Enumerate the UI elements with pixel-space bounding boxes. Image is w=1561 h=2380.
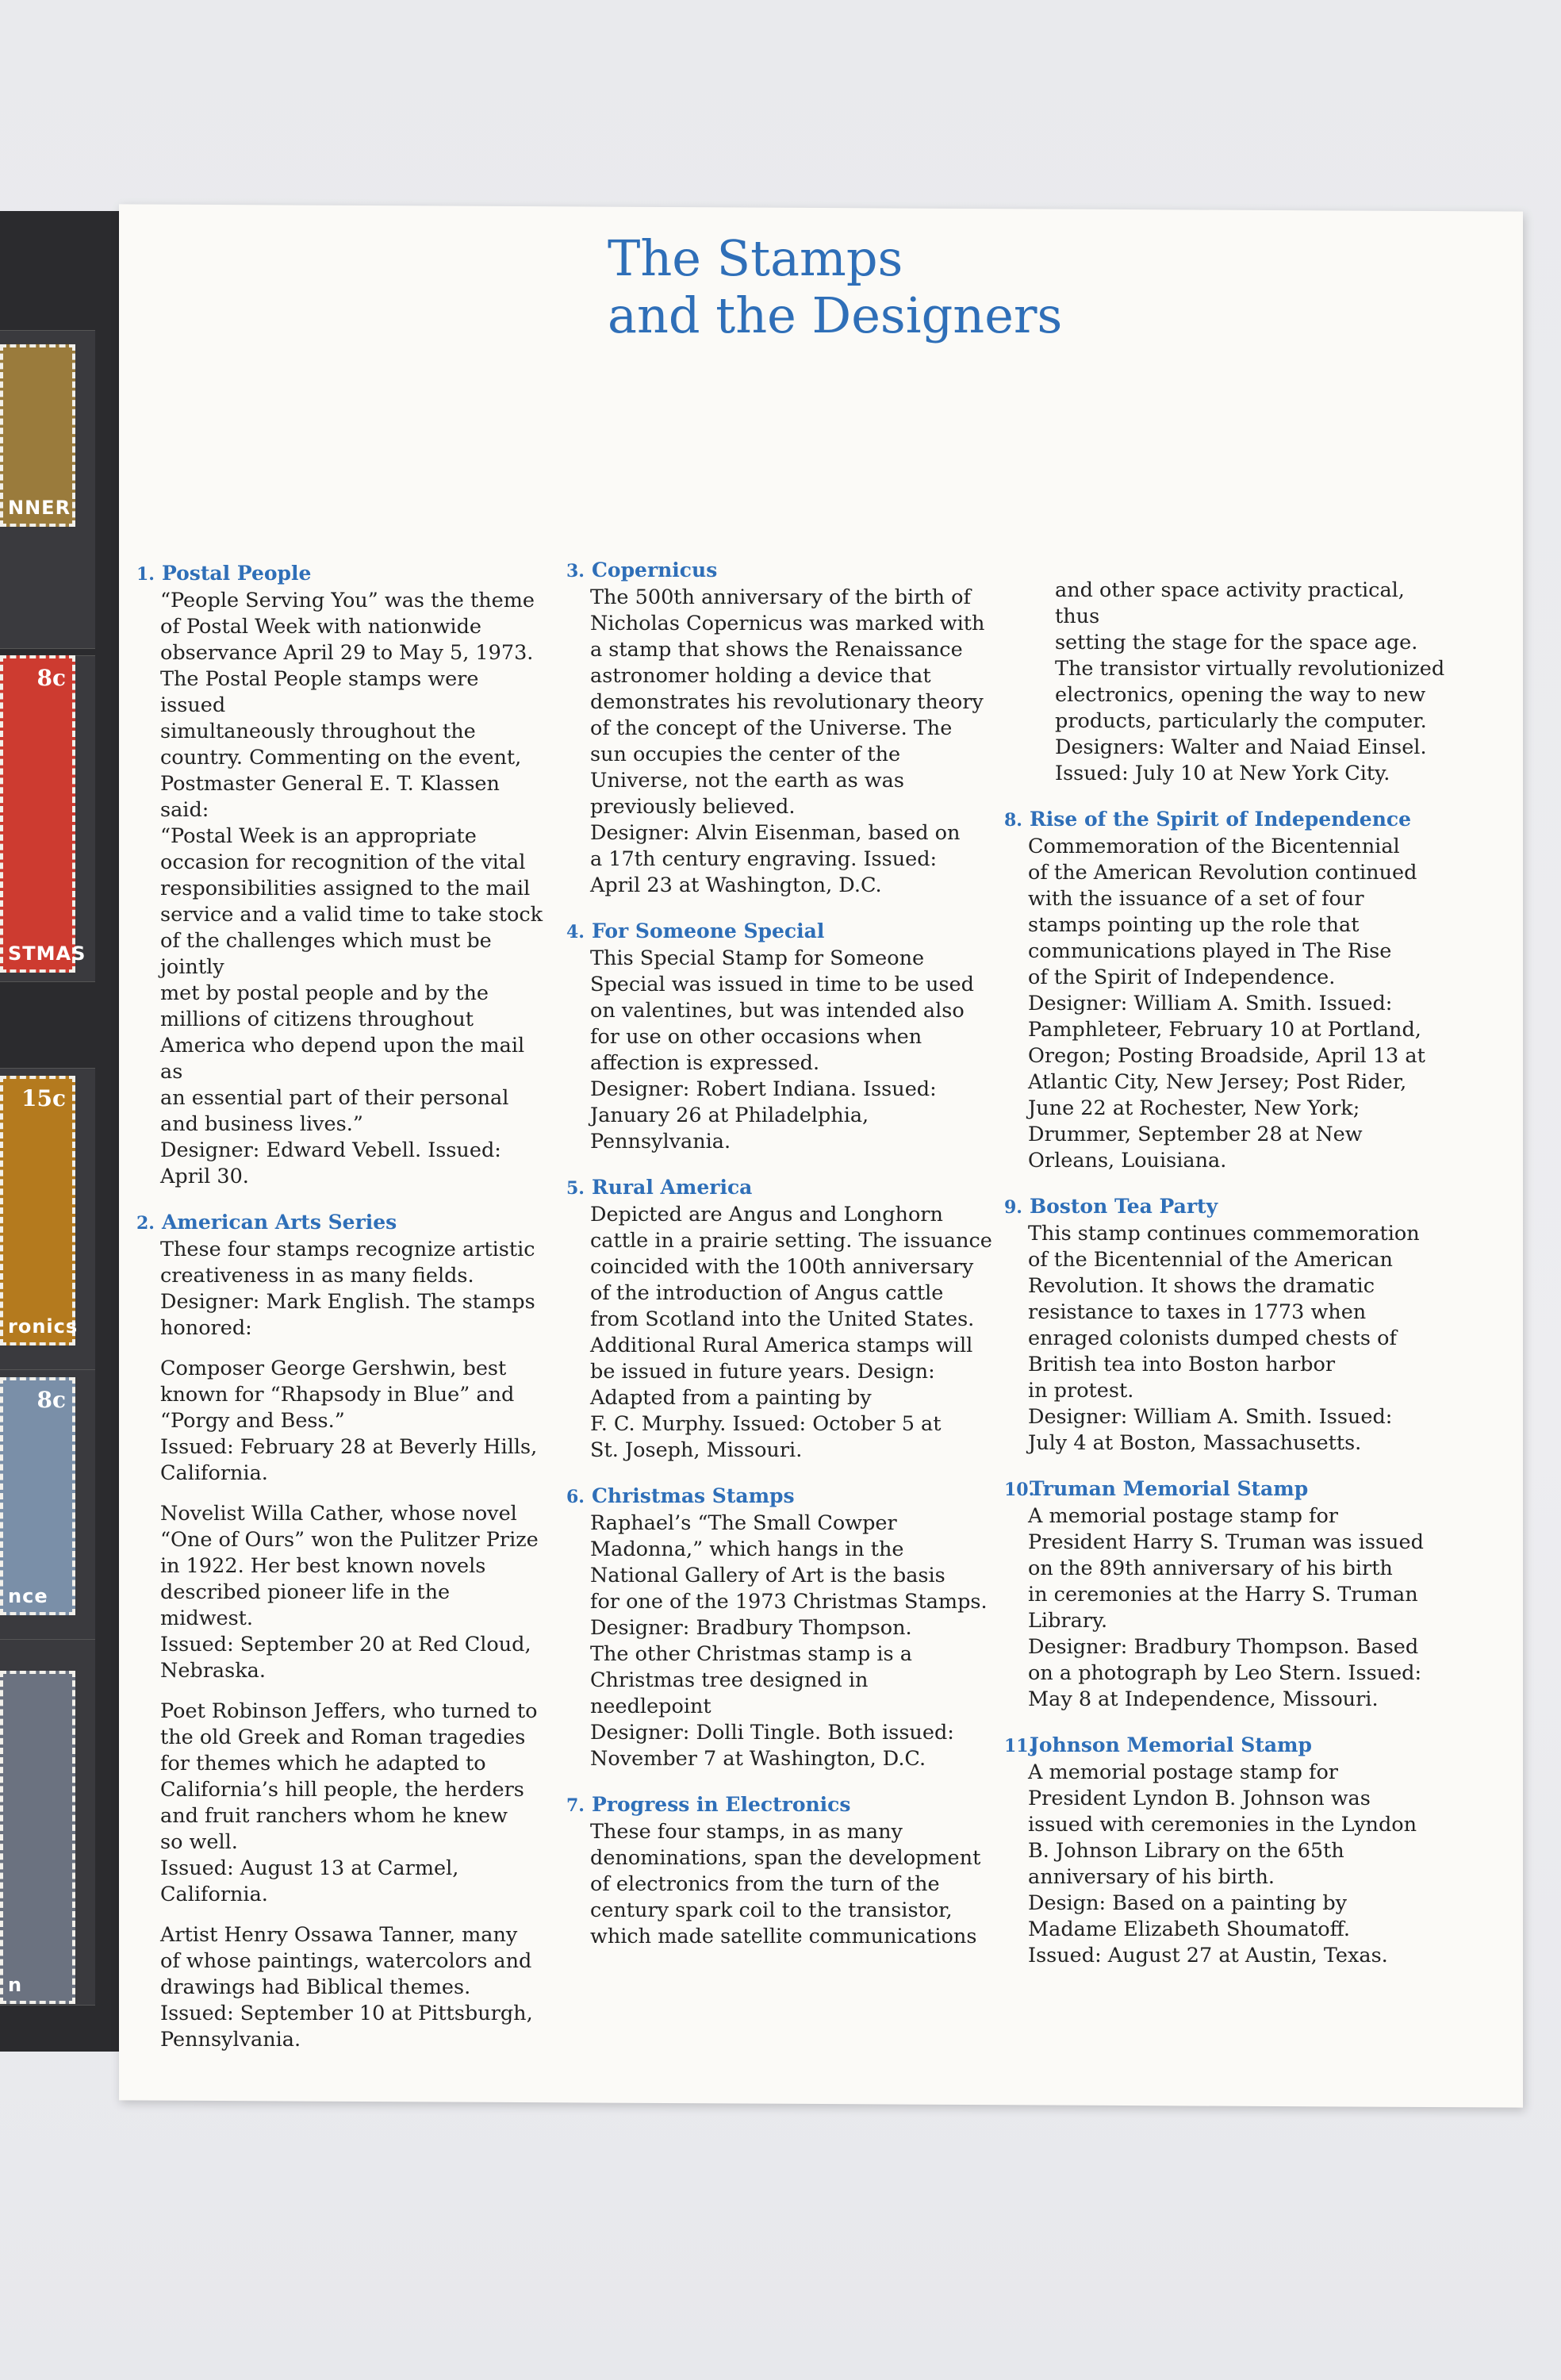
stamp-section — [566, 1174, 995, 1464]
stamp — [0, 1377, 75, 1615]
stamp-section — [566, 1483, 995, 1772]
section-number: 3. — [566, 561, 585, 582]
section-paragraph: This stamp continues commemoration of the Bicentennial of the American Revolution. It shows the dramatic resistance to taxes in 1773 when enraged colonists dumped chests of British tea into Boston harbor in protest. Designer: William A. Smith. Issued: July 4 at Boston, Massachusetts. — [1028, 1222, 1420, 1455]
title-line-2: and the Designers — [608, 286, 1063, 344]
section-paragraph: Depicted are Angus and Longhorn cattle in a prairie setting. The issuance coincided with the 100th anniversary of the introduction of Angus cattle from Scotland into the United States. Additional Rural America stamps will be issued in future years. Design: Adapted from a painting by F. C. Murphy. Issued: October 5 at St. Joseph, Missouri. — [590, 1203, 992, 1462]
stamp — [0, 344, 75, 527]
section-heading — [566, 557, 995, 585]
section-heading — [566, 1791, 995, 1819]
stamp-section — [136, 1209, 549, 2053]
section-paragraph: Raphael’s “The Small Cowper Madonna,” which hangs in the National Gallery of Art is the basis for one of the 1973 Christmas Stamps. Designer: Bradbury Thompson. The other Christmas stamp is a Christmas tree designed in needlepoint Designer: Dolli Tingle. Both issued: November 7 at Washington, D.C. — [590, 1511, 988, 1771]
section-title: American Arts Series — [162, 1211, 397, 1234]
section-title: Rise of the Spirit of Independence — [1030, 808, 1412, 831]
stamp-section — [1004, 1476, 1448, 1713]
stamp-section — [1004, 1732, 1448, 1969]
stamp-value: 8c — [36, 1387, 66, 1413]
stamp-label: ronics — [8, 1315, 79, 1338]
section-heading — [566, 1483, 995, 1511]
stamp-section — [1004, 806, 1448, 1174]
section-paragraph: These four stamps recognize artistic creativeness in as many fields. Designer: Mark English. The stamps honored: — [160, 1238, 535, 1340]
stamp-label: STMAS — [8, 942, 86, 965]
section-number: 7. — [566, 1795, 585, 1816]
section-title: Christmas Stamps — [592, 1484, 795, 1507]
section-paragraph: Poet Robinson Jeffers, who turned to the old Greek and Roman tragedies for themes which he adapted to California’s hill people, the herders and fruit ranchers whom he knew so well. Issued: August 13 at Carmel, California. — [160, 1699, 538, 1906]
section-heading — [1004, 1732, 1448, 1760]
section-heading — [136, 1209, 549, 1237]
stamp-label: n — [8, 1974, 23, 1996]
stamp — [0, 1076, 79, 1345]
page-title — [608, 230, 1163, 344]
section-title: Copernicus — [592, 559, 718, 582]
text-column-3 — [1004, 578, 1448, 1988]
text-column-2 — [566, 557, 995, 1969]
section-number: 5. — [566, 1178, 585, 1199]
section-number: 4. — [566, 922, 585, 942]
section-title: For Someone Special — [592, 919, 825, 942]
stamp-label: NNER — [8, 497, 71, 519]
stamp-section — [566, 918, 995, 1155]
section-title: Johnson Memorial Stamp — [1030, 1733, 1312, 1756]
stamp-section — [136, 560, 549, 1190]
section-paragraph: The 500th anniversary of the birth of Nicholas Copernicus was marked with a stamp that shows the Renaissance astronomer holding a device that demonstrates his revolutionary theory of the concept of the Universe. The sun occupies the center of the Universe, not the earth as was previously believed. Designer: Alvin Eisenman, based on a 17th century engraving. Issued: April 23 at Washington, D.C. — [590, 585, 985, 897]
section-paragraph: Composer George Gershwin, best known for “Rhapsody in Blue” and “Porgy and Bess.” Issued: February 28 at Beverly Hills, California. — [160, 1357, 538, 1485]
section-heading — [136, 560, 549, 588]
section-heading — [1004, 1476, 1448, 1503]
title-line-1: The Stamps — [608, 229, 903, 287]
section-paragraph: Novelist Willa Cather, whose novel “One of Ours” won the Pulitzer Prize in 1922. Her best known novels described pioneer life in the midwest. Issued: September 20 at Red Cloud, Nebraska. — [160, 1502, 539, 1683]
stamp-section — [566, 557, 995, 899]
section-paragraph: These four stamps, in as many denominations, span the development of electronics from the turn of the century spark coil to the transistor, which made satellite communications — [590, 1820, 981, 1948]
section-paragraph: A memorial postage stamp for President Harry S. Truman was issued on the 89th anniversary of his birth in ceremonies at the Harry S. Truman Library. Designer: Bradbury Thompson. Based on a photograph by Leo Stern. Issued: May 8 at Independence, Missouri. — [1028, 1504, 1424, 1711]
stamp-value: 15c — [21, 1085, 66, 1111]
section-paragraph: This Special Stamp for Someone Special was issued in time to be used on valentines, but was intended also for use on other occasions when affection is expressed. Designer: Robert Indiana. Issued: January 26 at Philadelphia, Pennsylvania. — [590, 946, 974, 1154]
stamp-album — [0, 211, 139, 2052]
stamp-value: 8c — [36, 665, 66, 691]
section-number: 10. — [1004, 1480, 1035, 1500]
text-column-1 — [136, 560, 549, 2072]
section-title: Rural America — [592, 1176, 753, 1199]
section-title: Truman Memorial Stamp — [1030, 1477, 1309, 1500]
section-paragraph: Commemoration of the Bicentennial of the American Revolution continued with the issuance of a set of four stamps pointing up the role that communications played in The Rise of the Spirit of Independence. Designer: William A. Smith. Issued: Pamphleteer, February 10 at Portland, Oregon; Posting Broadside, April 13 at Atlantic City, New Jersey; Post Rider, June 22 at Rochester, New York; Drummer, September 28 at New Orleans, Louisiana. — [1028, 835, 1425, 1173]
continued-text: and other space activity practical, thus setting the stage for the space age. The transistor virtually revolutionized electronics, opening the way to new products, particularly the computer. Designers: Walter and Naiad Einsel. Issued: July 10 at New York City. — [1055, 578, 1445, 785]
section-number: 1. — [136, 564, 155, 585]
section-heading — [566, 1174, 995, 1202]
section-number: 9. — [1004, 1197, 1022, 1218]
section-heading — [566, 918, 995, 946]
section-number: 11. — [1004, 1736, 1035, 1756]
stamp-section — [1004, 1193, 1448, 1457]
stamp — [0, 655, 86, 973]
stamp-section — [566, 1791, 995, 1950]
section-heading — [1004, 806, 1448, 834]
section-number: 2. — [136, 1213, 155, 1234]
section-heading — [1004, 1193, 1448, 1221]
section-paragraph: “People Serving You” was the theme of Postal Week with nationwide observance April 29 to May 5, 1973. The Postal People stamps were issued simultaneously throughout the country. Commenting on the event, Postmaster General E. T. Klassen said: “Postal Week is an appropriate occasion for recognition of the vital responsibilities assigned to the mail service and a valid time to take stock of the challenges which must be jointly met by postal people and by the millions of citizens throughout America who depend upon the mail as an essential part of their personal and business lives.” Designer: Edward Vebell. Issued: April 30. — [160, 589, 543, 1188]
section-number: 8. — [1004, 810, 1022, 831]
stamp — [0, 1671, 75, 2004]
stamp-label: nce — [8, 1585, 48, 1607]
section-title: Progress in Electronics — [592, 1793, 851, 1816]
section-paragraph: Artist Henry Ossawa Tanner, many of whose paintings, watercolors and drawings had Biblical themes. Issued: September 10 at Pittsburgh, Pennsylvania. — [160, 1923, 533, 2052]
section-title: Postal People — [162, 562, 312, 585]
section-number: 6. — [566, 1487, 585, 1507]
section-title: Boston Tea Party — [1030, 1195, 1218, 1218]
section-paragraph: A memorial postage stamp for President Lyndon B. Johnson was issued with ceremonies in the Lyndon B. Johnson Library on the 65th anniversary of his birth. Design: Based on a painting by Madame Elizabeth Shoumatoff. Issued: August 27 at Austin, Texas. — [1028, 1760, 1417, 1967]
